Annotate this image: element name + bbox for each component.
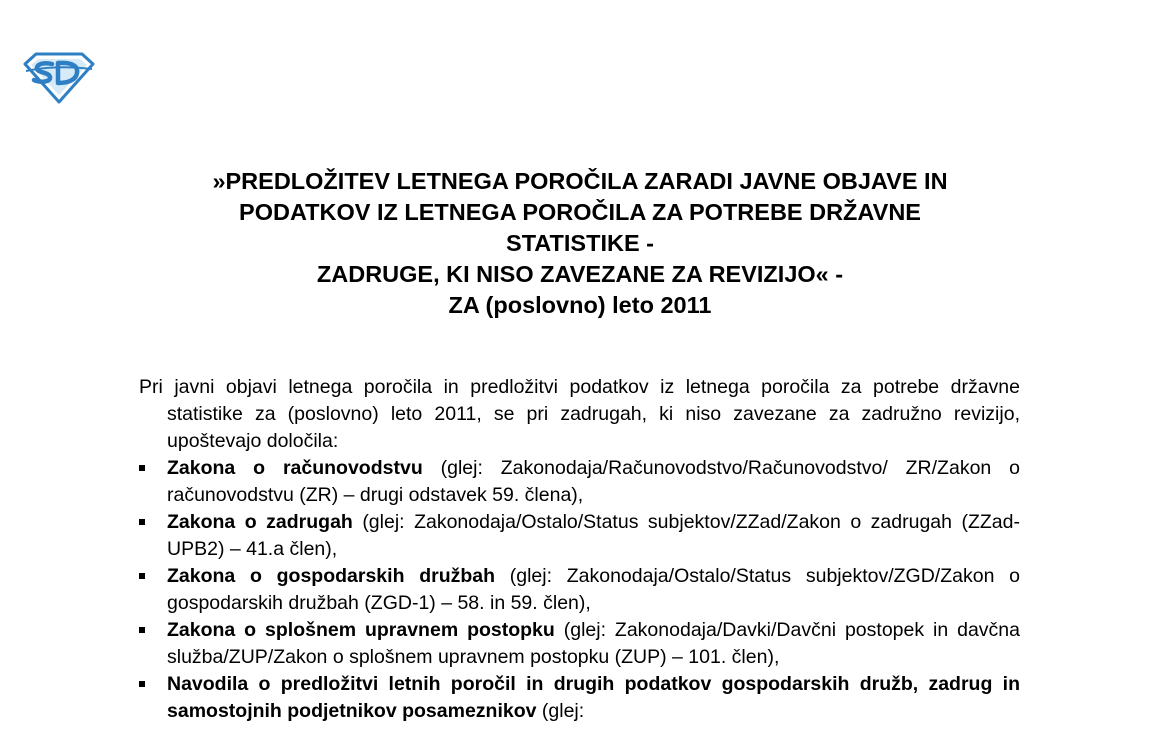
- law-detail: (glej: Zakonodaja/Ostalo/Status subjektov/ZGD/Zakon o gospodarskih družbah (ZGD-1) – 58. in 59. člen),: [167, 565, 1020, 614]
- law-name: Zakona o računovodstvu: [167, 457, 423, 479]
- intro-paragraph: Pri javni objavi letnega poročila in predložitvi podatkov iz letnega poročila za potrebe državne statistike za (poslovno) leto 2011, se pri zadrugah, ki niso zavezane za zadružno revizijo, upoštevajo določila:: [139, 376, 1020, 452]
- title-line: ZA (poslovno) leto 2011: [448, 292, 712, 318]
- bullet-icon: [139, 627, 145, 633]
- document-body: [139, 374, 1020, 725]
- list-item: [139, 563, 1020, 617]
- list-item: [139, 455, 1020, 509]
- list-item: [139, 509, 1020, 563]
- law-detail: (glej: Zakonodaja/Davki/Davčni postopek in davčna služba/ZUP/Zakon o splošnem upravnem postopku (ZUP) – 101. člen),: [167, 619, 1020, 668]
- list-item: [139, 671, 1020, 725]
- title-line: »PREDLOŽITEV LETNEGA POROČILA ZARADI JAVNE OBJAVE IN: [212, 168, 948, 194]
- law-name: Zakona o splošnem upravnem postopku: [167, 619, 555, 641]
- law-detail: (glej: Zakonodaja/Ostalo/Status subjektov/ZZad/Zakon o zadrugah (ZZad-UPB2) – 41.a člen),: [167, 511, 1020, 560]
- bullet-icon: [139, 465, 145, 471]
- law-name: Navodila o predložitvi letnih poročil in drugih podatkov gospodarskih družb, zadrug in samostojnih podjetnikov posameznikov: [167, 673, 1020, 722]
- company-logo: [22, 50, 96, 104]
- law-detail: (glej: Zakonodaja/Računovodstvo/Računovodstvo/ ZR/Zakon o računovodstvu (ZR) – drugi odstavek 59. člena),: [167, 457, 1020, 506]
- list-item: [139, 617, 1020, 671]
- law-name: Zakona o gospodarskih družbah: [167, 565, 496, 587]
- law-detail: (glej:: [536, 700, 585, 722]
- title-line: PODATKOV IZ LETNEGA POROČILA ZA POTREBE DRŽAVNE: [239, 199, 921, 225]
- bullet-icon: [139, 681, 145, 687]
- bullet-icon: [139, 573, 145, 579]
- title-line: ZADRUGE, KI NISO ZAVEZANE ZA REVIZIJO« -: [316, 261, 844, 287]
- laws-list: [139, 455, 1020, 725]
- bullet-icon: [139, 519, 145, 525]
- title-line: STATISTIKE -: [506, 230, 654, 256]
- document-title: [140, 166, 1020, 321]
- law-name: Zakona o zadrugah: [167, 511, 353, 533]
